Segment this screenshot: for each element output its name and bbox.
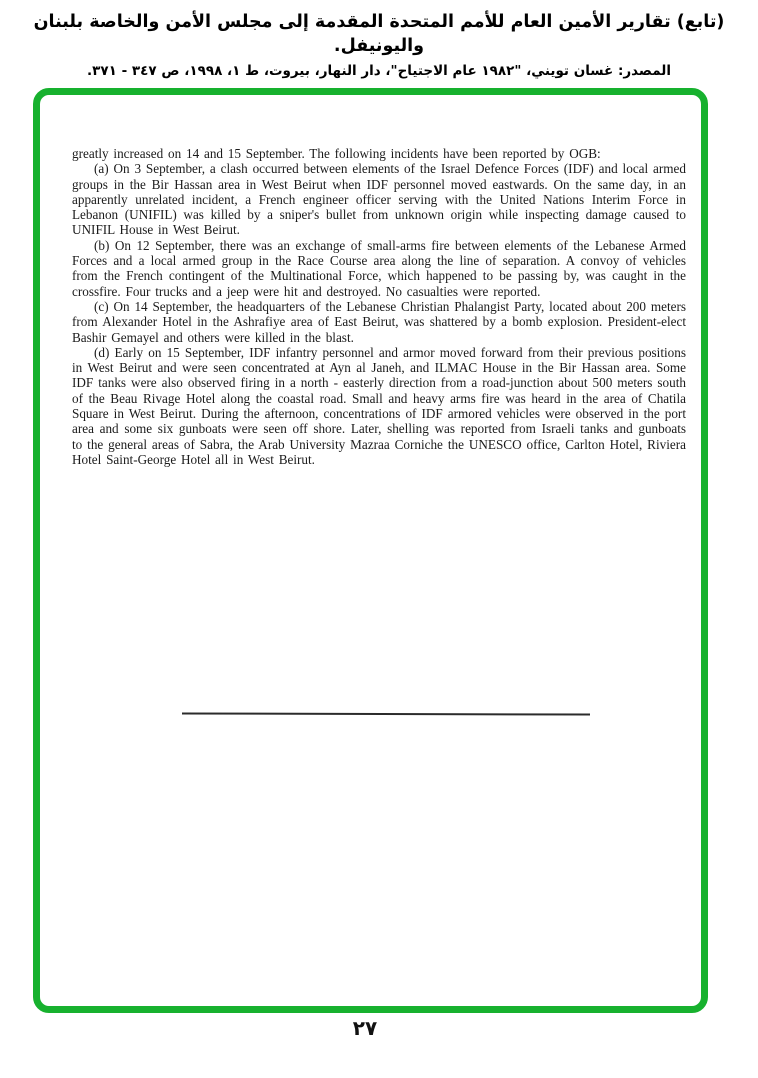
document-body [72, 146, 686, 467]
arabic-header [0, 10, 758, 81]
paragraph-a: (a) On 3 September, a clash occurred between elements of the Israel Defence Forces (IDF) and local armed groups in the Bir Hassan area in West Beirut when IDF personnel moved eastwards. On the same day, in an apparently unrelated incident, a French engineer officer serving with the United Nations Interim Force in Lebanon (UNIFIL) was killed by a sniper's bullet from unknown origin while inspecting damage caused to UNIFIL House in West Beirut. [72, 161, 686, 238]
green-document-frame [33, 88, 708, 1013]
page-number: ٢٧ [352, 1016, 378, 1040]
header-source-citation: المصدر: غسان تويني، "١٩٨٢ عام الاجتياح"، دار النهار، بيروت، ط ١، ١٩٩٨، ص ٣٤٧ - ٣٧١. [87, 63, 671, 79]
paragraph-intro: greatly increased on 14 and 15 September. The following incidents have been reported by OGB: [72, 146, 601, 161]
horizontal-rule [182, 712, 590, 715]
paragraph-d: (d) Early on 15 September, IDF infantry personnel and armor moved forward from their previous positions in West Beirut and were seen concentrated at Ayn al Janeh, and ILMAC House in the Bir Hassan area. Some IDF tanks were also observed firing in a north - easterly direction from a road-junction about 500 meters south of the Beau Rivage Hotel along the coastal road. Small and heavy arms fire was heard in the area of Chatila Square in West Beirut. During the afternoon, concentrations of IDF armored vehicles were observed in the port area and some six gunboats were seen off shore. Later, shelling was reported from Israeli tanks and gunboats to the general areas of Sabra, the Arab University Mazraa Corniche the UNESCO office, Carlton Hotel, Riviera Hotel Saint-George Hotel all in West Beirut. [72, 344, 686, 467]
paragraph-b: (b) On 12 September, there was an exchange of small-arms fire between elements of the Lebanese Armed Forces and a local armed group in the Race Course area along the line of separation. A convoy of vehicles from the French contingent of the Multinational Force, which happened to be passing by, was caught in the crossfire. Four trucks and a jeep were hit and destroyed. No casualties were reported. [72, 237, 686, 299]
header-title: (تابع) تقارير الأمين العام للأمم المتحدة المقدمة إلى مجلس الأمن والخاصة بلبنان واليونيفل. [33, 12, 725, 56]
paragraph-c: (c) On 14 September, the headquarters of the Lebanese Christian Phalangist Party, located about 200 meters from Alexander Hotel in the Ashrafiye area of East Beirut, was shattered by a bomb explosion. President-elect Bashir Gemayel and others were killed in the blast. [72, 298, 686, 345]
